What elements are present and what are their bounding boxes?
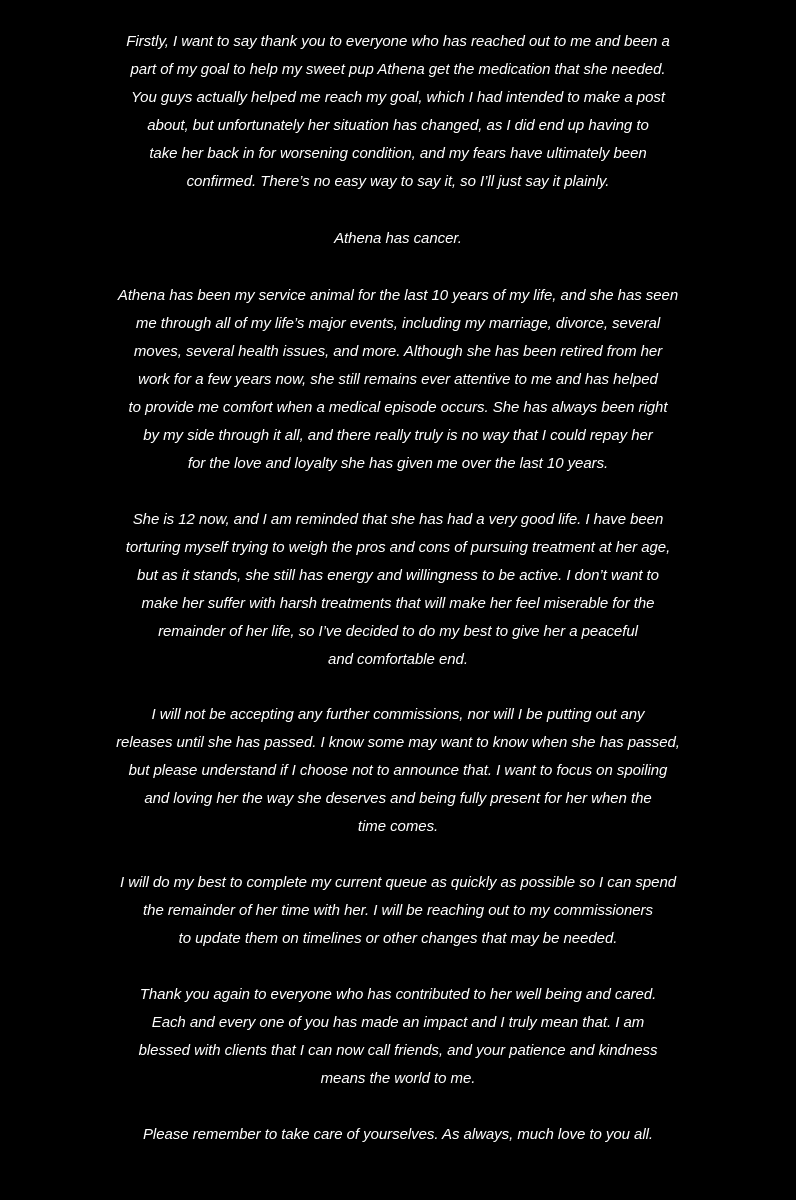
text-line: by my side through it all, and there really truly is no way that I could repay her [143,427,653,444]
text-line: You guys actually helped me reach my goal, which I had intended to make a post [131,89,665,106]
text-line: Please remember to take care of yourselves. As always, much love to you all. [142,1126,654,1143]
text-line: remainder of her life, so I’ve decided to do my best to give her a peaceful [158,623,638,640]
text-line: the remainder of her time with her. I will be reaching out to my commissioners [143,902,653,919]
text-line: I will do my best to complete my current queue as quickly as possible so I can spend [119,874,677,891]
text-line: but as it stands, she still has energy and willingness to be active. I don’t want to [137,567,659,584]
text-line: moves, several health issues, and more. Although she has been retired from her [133,343,663,360]
text-line: work for a few years now, she still remains ever attentive to me and has helped [138,371,658,388]
text-line: Athena has been my service animal for the last 10 years of my life, and she has seen [117,287,679,304]
text-line: Thank you again to everyone who has contributed to her well being and cared. [139,986,657,1003]
text-line: me through all of my life’s major events, including my marriage, divorce, several [135,315,661,332]
text-line: blessed with clients that I can now call friends, and your patience and kindness [138,1042,658,1059]
text-line: and loving her the way she deserves and being fully present for her when the [144,790,652,807]
text-line: Athena has cancer. [334,230,462,247]
text-line: to provide me comfort when a medical episode occurs. She has always been right [128,399,668,416]
text-line: take her back in for worsening condition, and my fears have ultimately been [149,145,647,162]
text-line: confirmed. There’s no easy way to say it, so I’ll just say it plainly. [186,173,610,190]
text-line: Each and every one of you has made an impact and I truly mean that. I am [151,1014,645,1031]
text-line: I will not be accepting any further commissions, nor will I be putting out any [151,706,645,723]
text-line: for the love and loyalty she has given me over the last 10 years. [187,455,609,472]
text-line: Firstly, I want to say thank you to everyone who has reached out to me and been a [126,33,670,50]
text-line: time comes. [357,818,439,835]
text-line: but please understand if I choose not to announce that. I want to focus on spoiling [128,762,668,779]
text-line: and comfortable end. [328,651,468,668]
text-line: part of my goal to help my sweet pup Athena get the medication that she needed. [130,61,666,78]
text-line: make her suffer with harsh treatments that will make her feel miserable for the [141,595,655,612]
text-line: torturing myself trying to weigh the pros and cons of pursuing treatment at her age, [125,539,671,556]
text-line: to update them on timelines or other changes that may be needed. [178,930,618,947]
text-line: She is 12 now, and I am reminded that she has had a very good life. I have been [132,511,664,528]
text-line: releases until she has passed. I know some may want to know when she has passed, [116,734,680,751]
text-line: means the world to me. [320,1070,476,1087]
text-line: about, but unfortunately her situation has changed, as I did end up having to [147,117,649,134]
